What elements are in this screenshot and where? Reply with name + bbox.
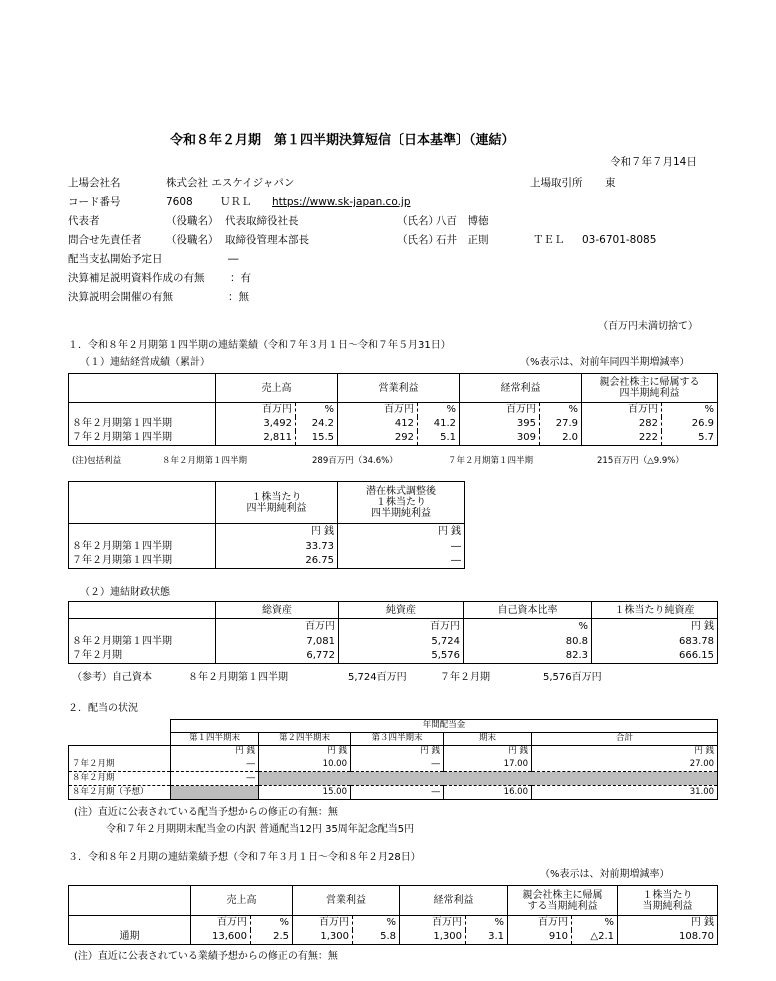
fc-col-net-line1: 親会社株主に帰属	[522, 889, 603, 901]
unit-pct: %	[464, 619, 592, 634]
unit-m: 百万円	[191, 916, 251, 930]
comprehensive-income-p2-label: ７年２月期第１四半期	[448, 456, 534, 466]
cell-q1: ―	[171, 758, 259, 772]
fc-col-eps-line2: 当期純利益	[642, 900, 693, 912]
listed-company-label: 上場会社名	[68, 177, 121, 189]
cell-net-pct: 26.9	[662, 417, 718, 431]
section1-heading: １．令和８年２月期第１四半期の連結業績（令和７年３月１日～令和７年５月31日）	[68, 340, 451, 351]
unit-pct: %	[251, 916, 293, 930]
comprehensive-income-p2-value: 215百万円（△9.9%）	[597, 456, 684, 466]
cell-net-pct: △2.1	[572, 930, 618, 945]
annual-dividends-header: 年間配当金	[171, 720, 718, 733]
table-row	[69, 758, 718, 772]
row-label: ８年２月期（予想）	[69, 786, 171, 800]
contact-role-label: （役職名）	[166, 234, 219, 246]
cell-net: 282	[582, 417, 662, 431]
unit-m: 百万円	[216, 619, 339, 634]
forecast-revision-note: (注）直近に公表されている業績予想からの修正の有無：無	[74, 951, 338, 962]
col-bps: １株当たり純資産	[592, 602, 718, 619]
unit-pct: %	[540, 403, 582, 417]
cell-ord-pct: 27.9	[540, 417, 582, 431]
col-total-assets: 総資産	[216, 602, 339, 619]
cell-eps: 33.73	[216, 539, 338, 554]
forecast-table	[68, 885, 718, 945]
cell-net: 222	[582, 431, 662, 446]
div-start-value: ―	[228, 253, 239, 265]
unit-pct: %	[662, 403, 718, 417]
cell-ratio: 82.3	[464, 649, 592, 664]
page-title: 令和８年２月期 第１四半期決算短信〔日本基準〕（連結）	[170, 133, 515, 148]
col-eps-line1: １株当たり	[251, 491, 302, 503]
row-label: ７年２月期	[69, 758, 171, 772]
unit-pct: %	[353, 916, 400, 930]
cell-eps: 108.70	[618, 930, 718, 945]
code-value: 7608	[166, 196, 193, 208]
fc-col-net-line2: する当期純利益	[527, 900, 598, 912]
cell-net-assets: 5,724	[339, 634, 464, 649]
section3-pct-note: （%表示は、対前期増減率）	[540, 869, 670, 880]
col-equity-ratio: 自己資本比率	[464, 602, 592, 619]
supplementary-value: ：有	[230, 272, 251, 284]
col-sales: 売上高	[216, 374, 338, 403]
col-net-income-line1: 親会社株主に帰属する	[599, 377, 700, 388]
fc-col-eps	[618, 886, 718, 916]
col-q3-end: 第３四半期末	[351, 733, 444, 746]
cell-sales-pct: 2.5	[251, 930, 293, 945]
cell-eps: 26.75	[216, 554, 338, 569]
row-label: ８年２月期	[69, 772, 171, 786]
cell-total	[532, 772, 718, 786]
contact-name-value: 石井 正則	[436, 234, 489, 246]
cell-ord-pct: 3.1	[466, 930, 508, 945]
exchange-value: 東	[605, 177, 616, 189]
unit-pct: %	[418, 403, 460, 417]
fc-col-sales: 売上高	[191, 886, 293, 916]
comprehensive-income-note-prefix: (注)包括利益	[72, 456, 122, 466]
unit-pct: %	[296, 403, 338, 417]
col-net-income	[582, 374, 718, 403]
contact-label: 問合せ先責任者	[68, 234, 142, 246]
comprehensive-income-p1-value: 289百万円（34.6%）	[312, 456, 398, 466]
unit-yen: 円 銭	[532, 746, 718, 758]
col-eps	[216, 482, 338, 524]
unit-yen: 円 銭	[216, 524, 338, 539]
unit-yen: 円 銭	[259, 746, 351, 758]
cell-q2: 15.00	[259, 786, 351, 800]
cell-bps: 666.15	[592, 649, 718, 664]
briefing-value: ：無	[228, 291, 249, 303]
reference-p2-label: ７年２月期	[440, 672, 490, 683]
cell-q1	[171, 786, 259, 800]
cell-q2	[259, 772, 351, 786]
tel-label: ＴＥＬ	[533, 234, 565, 246]
table-row	[69, 554, 465, 569]
fc-col-net	[508, 886, 618, 916]
listed-company-value: 株式会社 エスケイジャパン	[166, 177, 295, 189]
unit-m: 百万円	[293, 916, 353, 930]
reference-p1-label: ８年２月期第１四半期	[188, 672, 288, 683]
tel-value: 03-6701-8085	[582, 234, 657, 246]
col-year-end: 期末	[444, 733, 532, 746]
row-label: 通期	[69, 930, 191, 945]
cell-sales-pct: 24.2	[296, 417, 338, 431]
col-diluted-line3: 四半期純利益	[371, 508, 431, 519]
unit-yen: 円 銭	[171, 746, 259, 758]
col-total: 合計	[532, 733, 718, 746]
briefing-label: 決算説明会開催の有無	[68, 291, 173, 303]
rep-name-label: （氏名）	[397, 215, 439, 227]
section1-pct-note: （%表示は、対前年同四半期増減率）	[520, 357, 690, 368]
unit-yen: 円 銭	[444, 746, 532, 758]
comprehensive-income-p1-label: ８年２月期第１四半期	[162, 456, 248, 466]
rep-name-value: 八百 博徳	[436, 215, 489, 227]
unit-yen: 円 銭	[338, 524, 465, 539]
cell-op: 1,300	[293, 930, 353, 945]
cell-net-assets: 5,576	[339, 649, 464, 664]
financial-position-table	[68, 601, 718, 664]
unit-m: 百万円	[400, 916, 466, 930]
cell-ord-pct: 2.0	[540, 431, 582, 446]
report-date: 令和７年７月14日	[610, 156, 697, 168]
cell-q1: ―	[171, 772, 259, 786]
cell-sales-pct: 15.5	[296, 431, 338, 446]
cell-ord: 395	[460, 417, 540, 431]
table-row	[69, 431, 718, 446]
col-diluted-line2: １株当たり	[376, 497, 426, 508]
cell-op: 292	[338, 431, 418, 446]
cell-sales: 13,600	[191, 930, 251, 945]
table-row	[69, 417, 718, 431]
exchange-label: 上場取引所	[530, 177, 583, 189]
col-eps-line2: 四半期純利益	[246, 502, 307, 514]
section3-heading: ３．令和８年２月期の連結業績予想（令和７年３月１日～令和８年２月28日）	[68, 852, 421, 863]
col-net-assets: 純資産	[339, 602, 464, 619]
col-q2-end: 第２四半期末	[259, 733, 351, 746]
cell-q2: 10.00	[259, 758, 351, 772]
cell-ratio: 80.8	[464, 634, 592, 649]
contact-role-value: 取締役管理本部長	[225, 234, 309, 246]
row-label: ８年２月期第１四半期	[69, 539, 216, 554]
row-label: ７年２月期第１四半期	[69, 431, 216, 446]
row-label: ８年２月期第１四半期	[69, 417, 216, 431]
operating-results-table	[68, 373, 718, 446]
code-label: コード番号	[68, 196, 121, 208]
col-diluted-line1: 潜在株式調整後	[366, 486, 436, 497]
col-ordinary-income: 経常利益	[460, 374, 582, 403]
cell-op-pct: 5.8	[353, 930, 400, 945]
table-row	[69, 634, 718, 649]
row-label: ８年２月期第１四半期	[69, 634, 216, 649]
unit-note: （百万円未満切捨て）	[598, 321, 698, 332]
cell-total: 31.00	[532, 786, 718, 800]
cell-q3: ―	[351, 758, 444, 772]
cell-end: 16.00	[444, 786, 532, 800]
col-q1-end: 第１四半期末	[171, 733, 259, 746]
cell-q3	[351, 772, 444, 786]
section1-sub2: （２）連結財政状態	[80, 587, 170, 598]
table-row	[69, 772, 718, 786]
rep-role-value: 代表取締役社長	[225, 215, 299, 227]
unit-m: 百万円	[339, 619, 464, 634]
section1-sub1: （１）連結経営成績（累計）	[80, 357, 210, 368]
cell-diluted: ―	[338, 539, 465, 554]
rep-role-label: （役職名）	[166, 215, 219, 227]
supplementary-label: 決算補足説明資料作成の有無	[68, 272, 205, 284]
dividend-breakdown-note: 令和７年２月期期末配当金の内訳 普通配当12円 35周年記念配当5円	[106, 824, 415, 835]
table-row	[69, 786, 718, 800]
unit-m: 百万円	[508, 916, 572, 930]
contact-name-label: （氏名）	[397, 234, 439, 246]
dividend-revision-note: (注）直近に公表されている配当予想からの修正の有無：無	[74, 807, 338, 818]
col-net-income-line2: 四半期純利益	[619, 388, 680, 399]
table-row	[69, 539, 465, 554]
fc-col-eps-line1: １株当たり	[642, 889, 693, 901]
reference-p2-value: 5,576百万円	[543, 672, 602, 683]
row-label: ７年２月期第１四半期	[69, 554, 216, 569]
unit-m: 百万円	[216, 403, 296, 417]
div-start-label: 配当支払開始予定日	[68, 253, 163, 265]
cell-ord: 1,300	[400, 930, 466, 945]
row-label: ７年２月期	[69, 649, 216, 664]
fc-col-op: 営業利益	[293, 886, 400, 916]
cell-net-pct: 5.7	[662, 431, 718, 446]
dividends-table	[68, 719, 718, 800]
representative-label: 代表者	[68, 215, 100, 227]
cell-op: 412	[338, 417, 418, 431]
cell-bps: 683.78	[592, 634, 718, 649]
reference-p1-value: 5,724百万円	[348, 672, 407, 683]
unit-yen: 円 銭	[592, 619, 718, 634]
table-row	[69, 930, 718, 945]
cell-assets: 7,081	[216, 634, 339, 649]
cell-end: 17.00	[444, 758, 532, 772]
col-operating-income: 営業利益	[338, 374, 460, 403]
table-row	[69, 649, 718, 664]
cell-diluted: ―	[338, 554, 465, 569]
cell-net: 910	[508, 930, 572, 945]
unit-pct: %	[466, 916, 508, 930]
unit-m: 百万円	[338, 403, 418, 417]
col-diluted-eps	[338, 482, 465, 524]
unit-yen: 円 銭	[618, 916, 718, 930]
cell-q3: ―	[351, 786, 444, 800]
unit-m: 百万円	[582, 403, 662, 417]
unit-pct: %	[572, 916, 618, 930]
section2-heading: ２．配当の状況	[68, 703, 138, 714]
cell-op-pct: 5.1	[418, 431, 460, 446]
unit-m: 百万円	[460, 403, 540, 417]
cell-assets: 6,772	[216, 649, 339, 664]
eps-table	[68, 481, 465, 569]
cell-end	[444, 772, 532, 786]
cell-op-pct: 41.2	[418, 417, 460, 431]
reference-prefix: （参考）自己資本	[72, 672, 152, 683]
cell-sales: 2,811	[216, 431, 296, 446]
cell-ord: 309	[460, 431, 540, 446]
url-label: ＵＲＬ	[220, 196, 252, 208]
cell-total: 27.00	[532, 758, 718, 772]
fc-col-ord: 経常利益	[400, 886, 508, 916]
unit-yen: 円 銭	[351, 746, 444, 758]
company-url-link[interactable]: https://www.sk-japan.co.jp	[272, 196, 411, 208]
cell-sales: 3,492	[216, 417, 296, 431]
